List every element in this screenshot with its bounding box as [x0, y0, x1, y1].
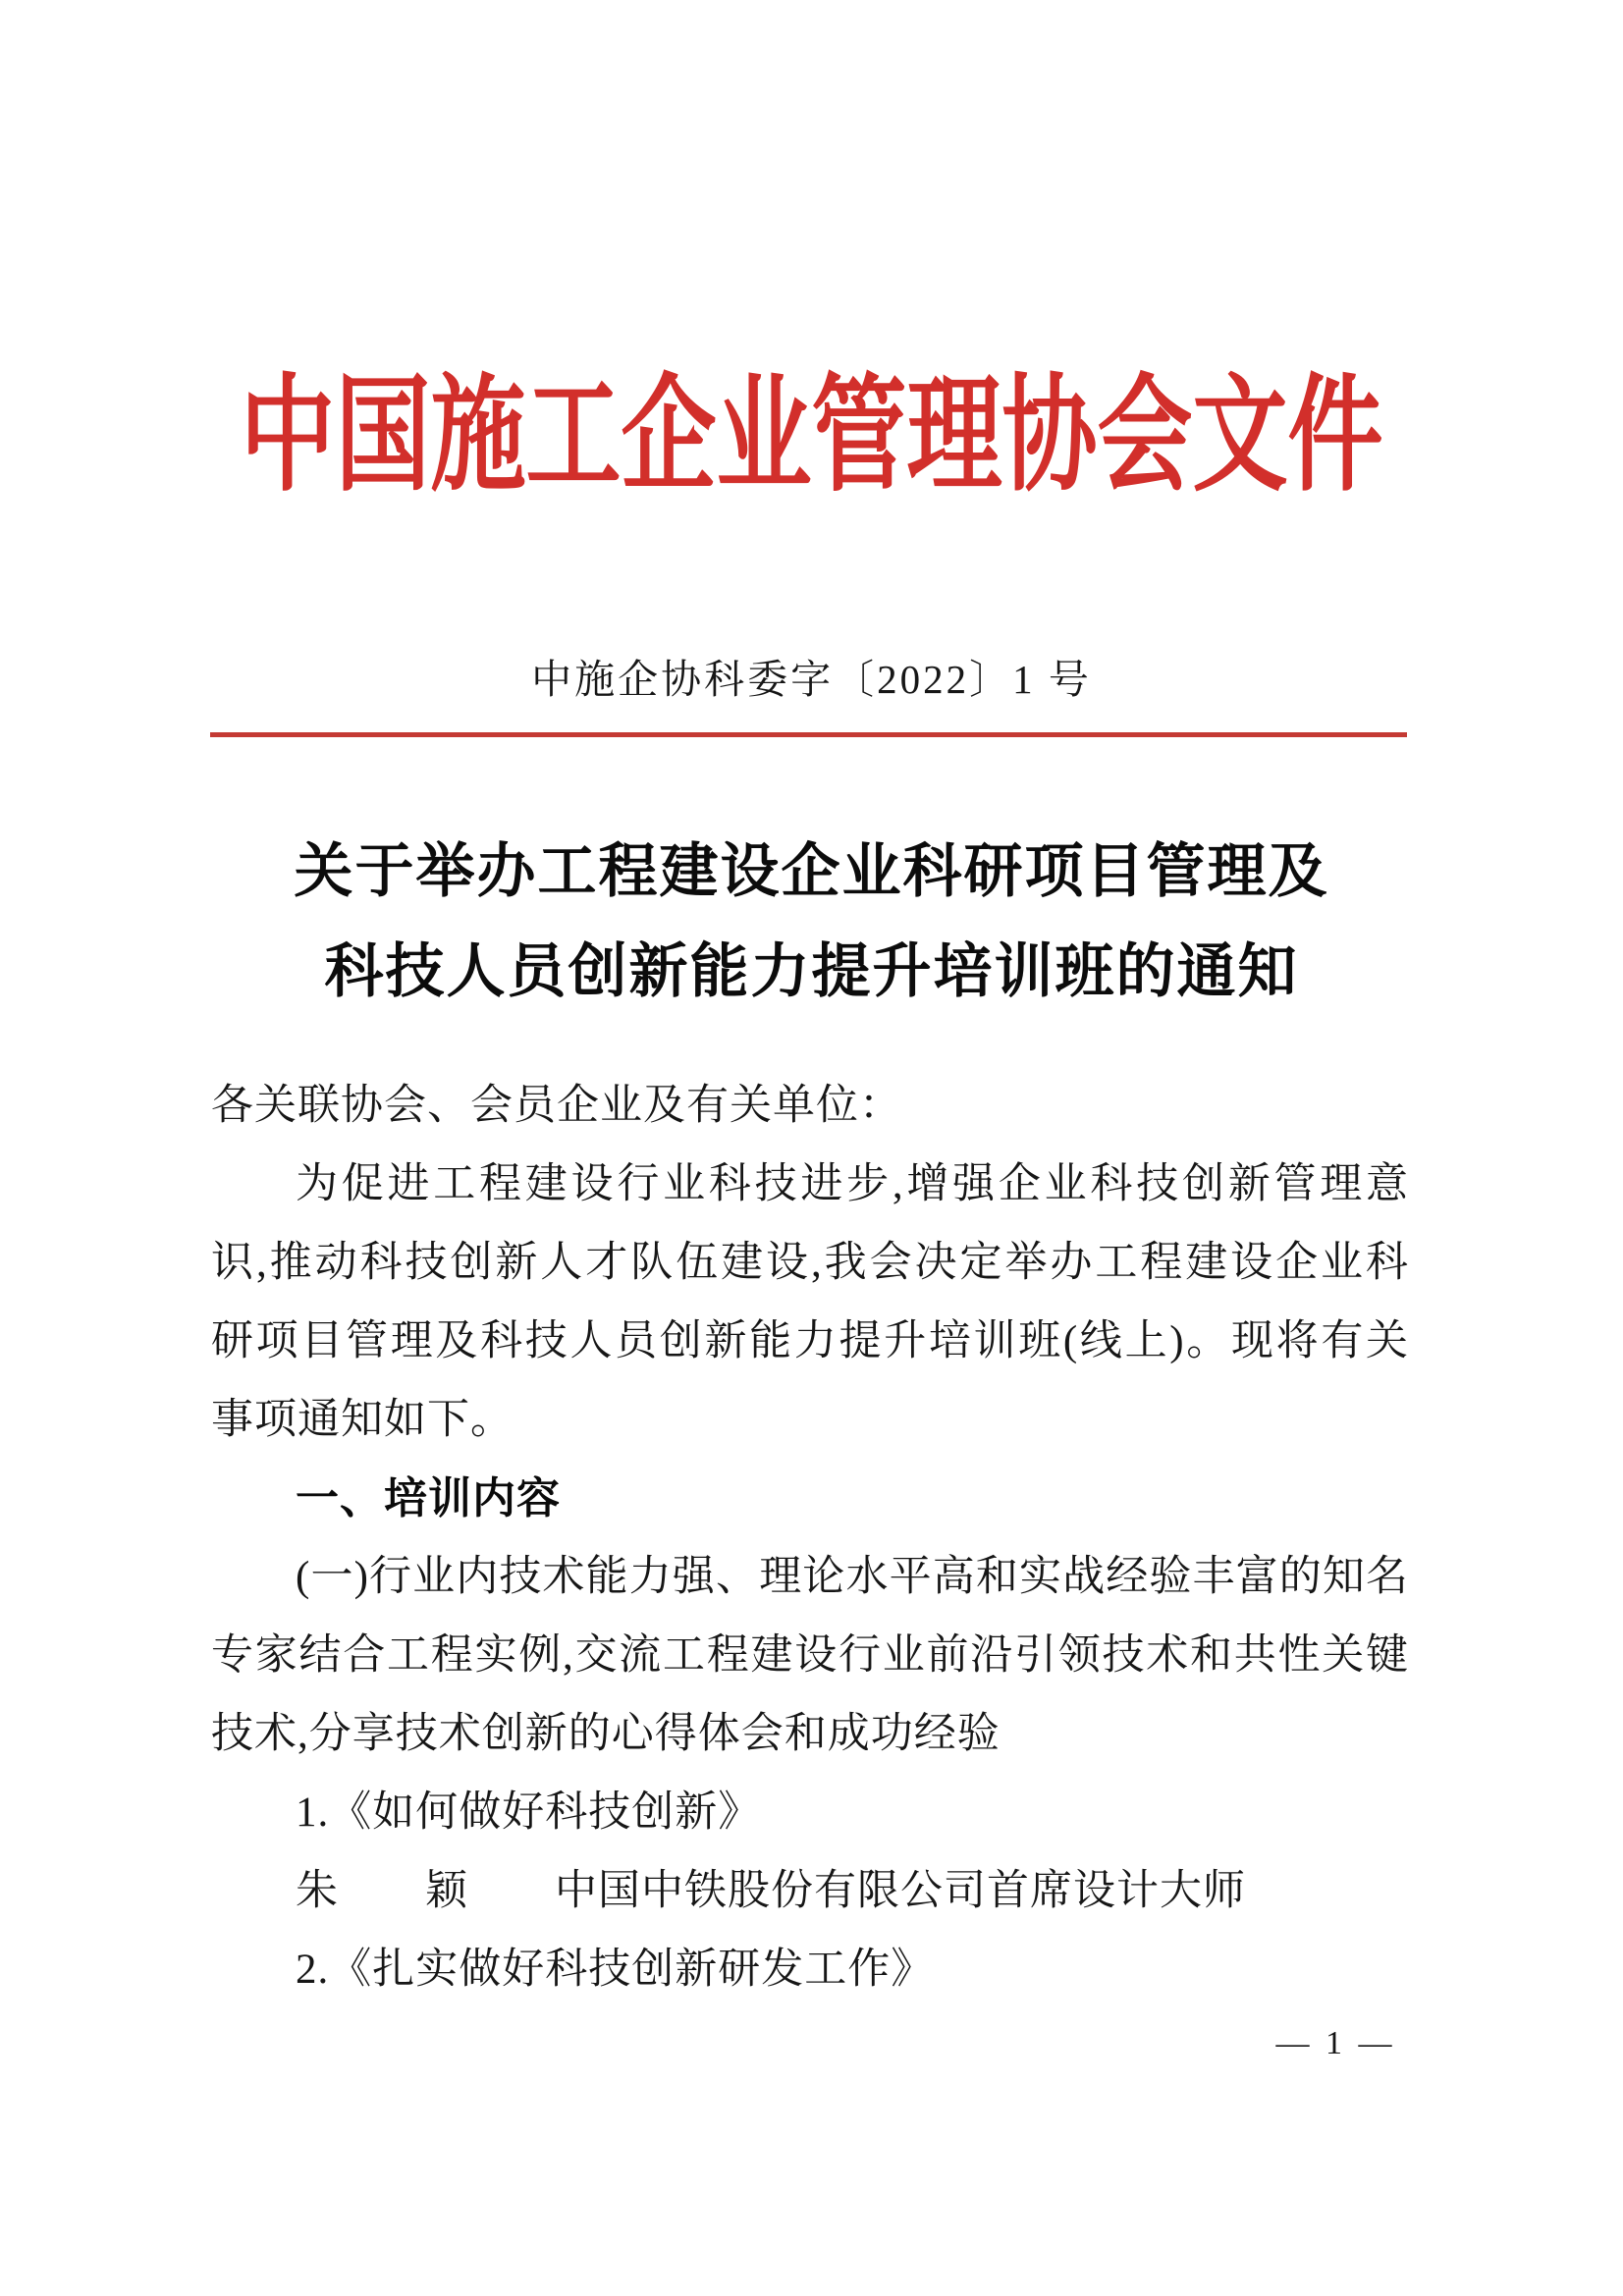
document-number: 中施企协科委字〔2022〕1 号 — [531, 657, 1092, 702]
section-heading: 一、培训内容 — [296, 1474, 561, 1522]
body-line: 事项通知如下。 — [211, 1397, 514, 1443]
body-line: 专家结合工程实例,交流工程建设行业前沿引领技术和共性关键 — [211, 1632, 1408, 1679]
letterhead-title: 中国施工企业管理协会文件 — [240, 366, 1383, 507]
body-line: 各关联协会、会员企业及有关单位： — [211, 1083, 902, 1129]
page-number: — 1 — — [1275, 2025, 1396, 2061]
letterhead-rule — [210, 732, 1407, 737]
notice-title-line-2: 科技人员创新能力提升培训班的通知 — [324, 939, 1299, 1004]
body-line: 2.《扎实做好科技创新研发工作》 — [296, 1947, 935, 1993]
body-line: 1.《如何做好科技创新》 — [296, 1789, 762, 1836]
notice-title — [0, 822, 1623, 1022]
body-line: 为促进工程建设行业科技进步,增强企业科技创新管理意 — [296, 1161, 1408, 1207]
body-line: 识,推动科技创新人才队伍建设,我会决定举办工程建设企业科 — [211, 1240, 1408, 1286]
body-line: (一)行业内技术能力强、理论水平高和实战经验丰富的知名 — [296, 1554, 1408, 1600]
body-line: 朱 颖 中国中铁股份有限公司首席设计大师 — [296, 1868, 1246, 1914]
notice-title-line-1: 关于举办工程建设企业科研项目管理及 — [294, 839, 1329, 904]
body-line: 研项目管理及科技人员创新能力提升培训班(线上)。现将有关 — [211, 1318, 1408, 1364]
body-line: 技术,分享技术创新的心得体会和成功经验 — [211, 1711, 1001, 1757]
notice-body — [211, 1067, 1408, 2009]
